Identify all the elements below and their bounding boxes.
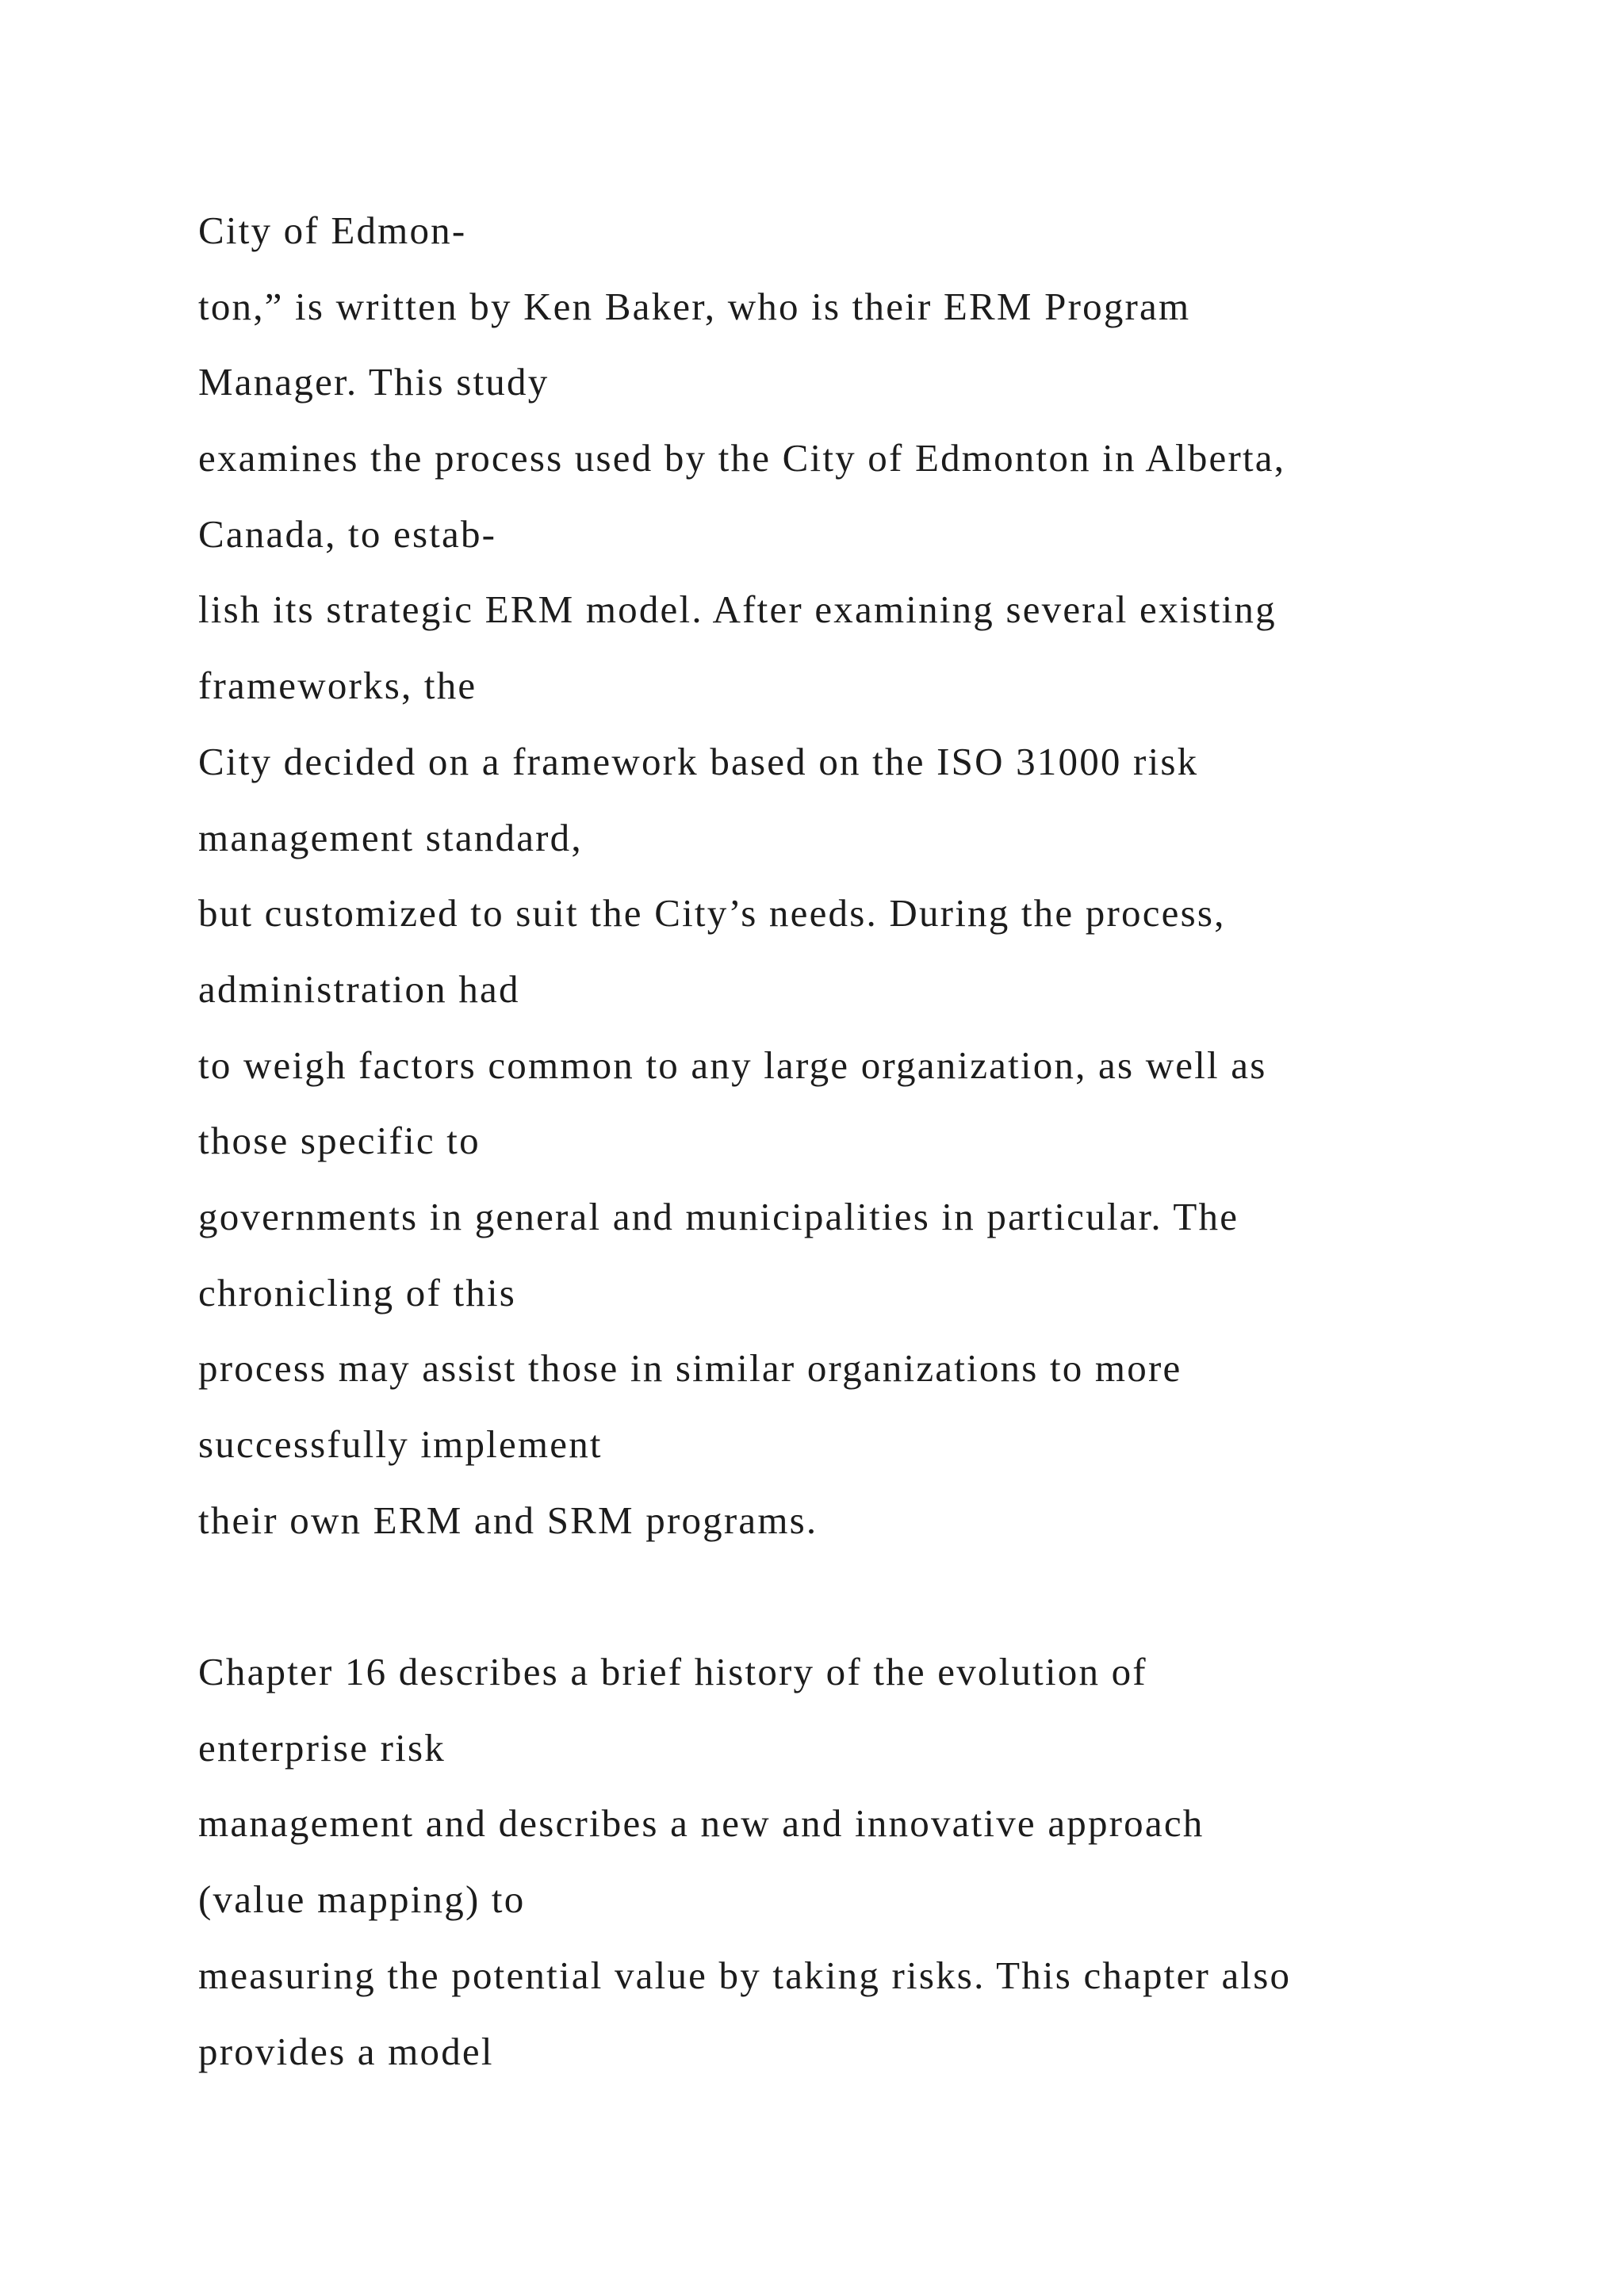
text-line: successfully implement: [198, 1422, 603, 1466]
text-line: (value mapping) to: [198, 1877, 526, 1922]
text-line: provides a model: [198, 2029, 494, 2073]
paragraph-1: [198, 193, 1546, 1558]
text-line: City decided on a framework based on the ISO 31000 risk: [198, 739, 1199, 783]
paragraph-gap: [198, 1558, 1546, 1634]
text-line: enterprise risk: [198, 1725, 446, 1770]
text-line: Canada, to estab-: [198, 511, 497, 556]
text-line: ton,” is written by Ken Baker, who is their ERM Program: [198, 284, 1191, 328]
text-line: measuring the potential value by taking risks. This chapter also: [198, 1953, 1292, 1997]
text-line: chronicling of this: [198, 1270, 517, 1314]
text-line: Manager. This study: [198, 360, 550, 404]
text-line: administration had: [198, 966, 520, 1011]
text-line: frameworks, the: [198, 664, 477, 708]
text-line: lish its strategic ERM model. After examining several existing: [198, 587, 1277, 632]
text-line: but customized to suit the City’s needs. During the process,: [198, 891, 1226, 936]
text-line: those specific to: [198, 1119, 481, 1163]
text-line: City of Edmon-: [198, 209, 467, 252]
text-line: governments in general and municipalities in particular. The: [198, 1194, 1239, 1238]
paragraph-2: [198, 1634, 1546, 2089]
text-line: management and describes a new and innovative approach: [198, 1801, 1205, 1846]
text-line: examines the process used by the City of Edmonton in Alberta,: [198, 436, 1286, 480]
text-line: Chapter 16 describes a brief history of the evolution of: [198, 1650, 1147, 1694]
text-line: management standard,: [198, 815, 583, 859]
text-line: process may assist those in similar organizations to more: [198, 1346, 1182, 1391]
document-body: [198, 193, 1546, 2089]
text-line: to weigh factors common to any large organization, as well as: [198, 1043, 1267, 1087]
text-line: their own ERM and SRM programs.: [198, 1498, 818, 1542]
